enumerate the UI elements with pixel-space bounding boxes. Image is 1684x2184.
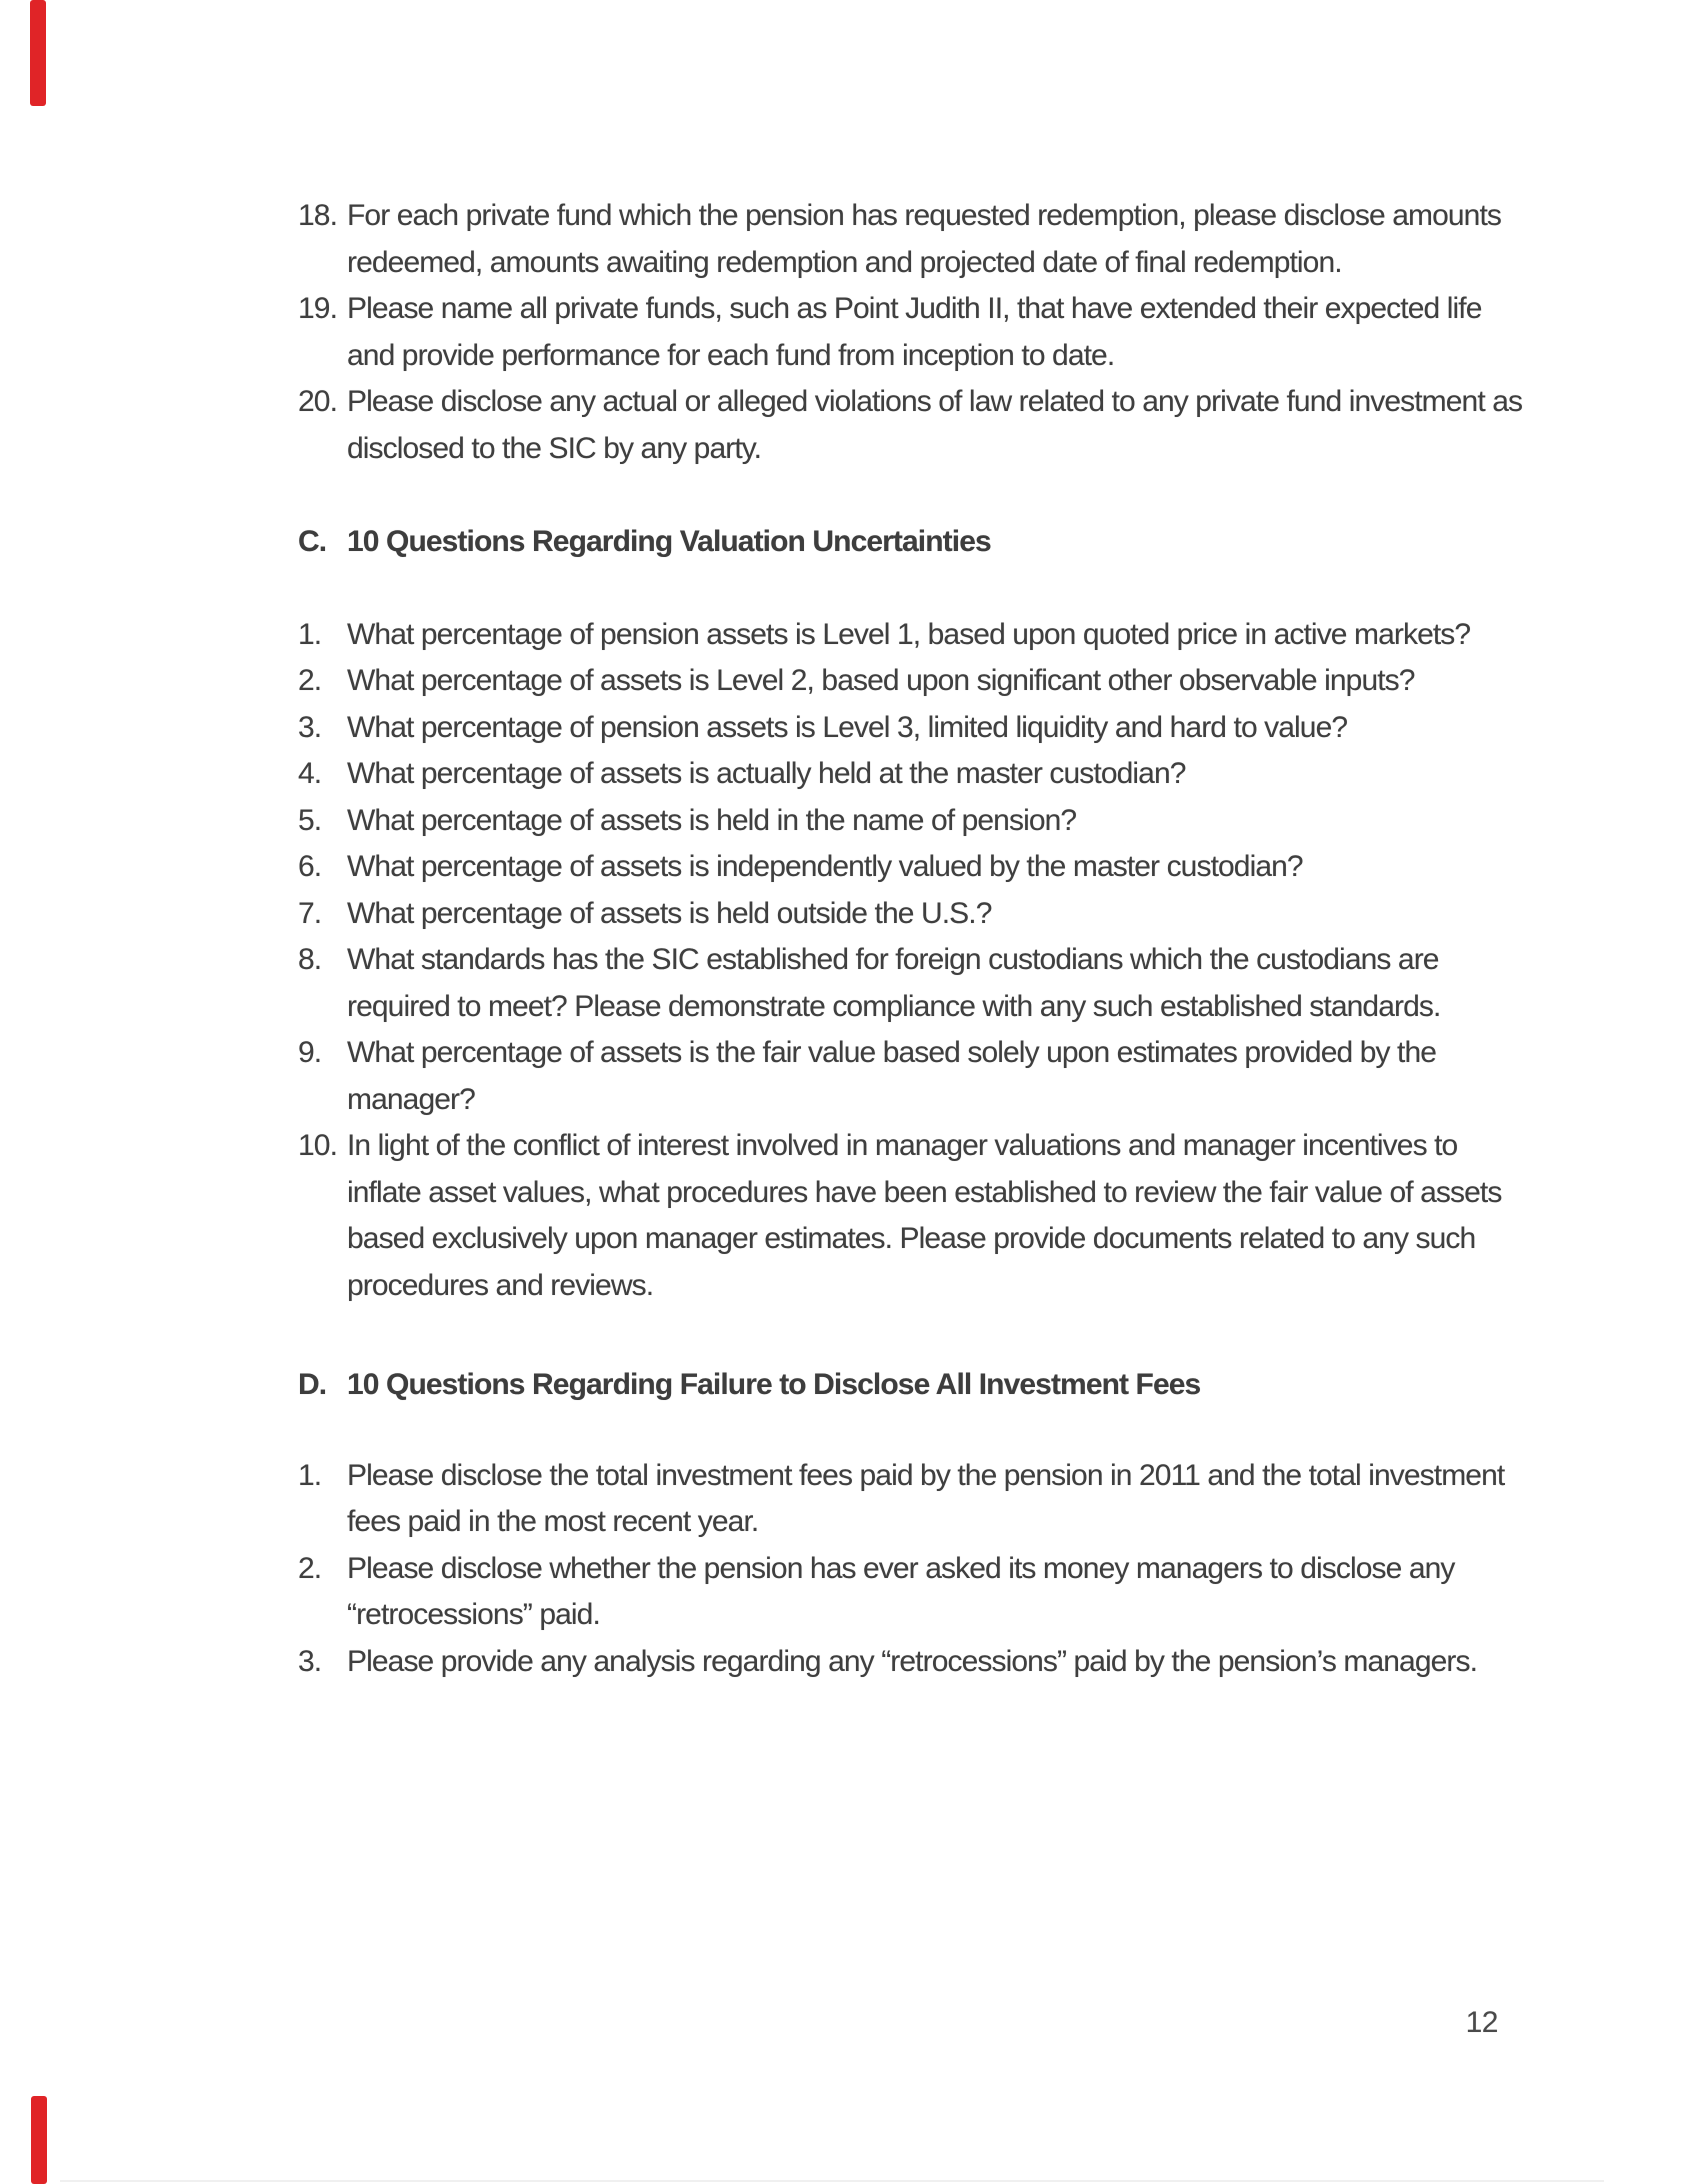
item-number: 1. xyxy=(298,617,322,651)
section-c-heading xyxy=(298,519,1530,566)
fees-questions-list xyxy=(298,1453,1530,1686)
item-text: What percentage of pension assets is Level 3, limited liquidity and hard to value? xyxy=(347,710,1348,744)
item-number: 1. xyxy=(298,1458,322,1492)
section-c-letter: C. xyxy=(298,525,327,558)
valuation-questions-list xyxy=(298,612,1530,1310)
page-number: 12 xyxy=(1465,2006,1498,2039)
item-number: 18. xyxy=(298,199,338,232)
list-item xyxy=(298,705,1530,752)
item-text: Please disclose the total investment fees paid by the pension in 2011 and the total investment fees paid in the most recent year. xyxy=(347,1458,1505,1538)
section-d-letter: D. xyxy=(298,1368,327,1401)
item-text: What percentage of pension assets is Level 1, based upon quoted price in active markets? xyxy=(347,617,1471,651)
list-item xyxy=(298,193,1530,286)
list-item xyxy=(298,1453,1530,1546)
list-item xyxy=(298,891,1530,938)
item-number: 4. xyxy=(298,757,322,790)
item-number: 2. xyxy=(298,1551,322,1585)
section-c-title: 10 Questions Regarding Valuation Uncertainties xyxy=(347,525,991,558)
item-text: Please disclose whether the pension has ever asked its money managers to disclose any “retrocessions” paid. xyxy=(347,1551,1455,1631)
list-item xyxy=(298,844,1530,891)
item-text: What percentage of assets is actually held at the master custodian? xyxy=(347,757,1186,790)
item-number: 6. xyxy=(298,850,322,883)
item-number: 3. xyxy=(298,1644,322,1678)
list-item xyxy=(298,658,1530,705)
item-text: What percentage of assets is held in the name of pension? xyxy=(347,803,1077,837)
item-text: Please disclose any actual or alleged violations of law related to any private fund investment as disclosed to the SIC by any party. xyxy=(347,385,1523,465)
list-item xyxy=(298,612,1530,659)
item-text: Please name all private funds, such as Point Judith II, that have extended their expected life and provide performance for each fund from inception to date. xyxy=(347,292,1482,372)
item-number: 19. xyxy=(298,292,338,325)
section-d-heading xyxy=(298,1362,1530,1409)
item-number: 10. xyxy=(298,1129,338,1162)
list-item xyxy=(298,1546,1530,1639)
item-text: What percentage of assets is independently valued by the master custodian? xyxy=(347,850,1303,883)
item-number: 7. xyxy=(298,896,322,930)
list-item xyxy=(298,1123,1530,1309)
item-number: 9. xyxy=(298,1036,322,1069)
list-item xyxy=(298,798,1530,845)
scan-edge-shadow xyxy=(60,2180,1604,2182)
item-number: 3. xyxy=(298,710,322,744)
item-number: 2. xyxy=(298,664,322,697)
item-text: In light of the conflict of interest involved in manager valuations and manager incentives to inflate asset values, what procedures have been established to review the fair value of assets based exclusively upon manager estimates. Please provide documents related to any such procedures and reviews. xyxy=(347,1129,1502,1302)
item-number: 20. xyxy=(298,385,338,418)
item-text: Please provide any analysis regarding any “retrocessions” paid by the pension’s managers. xyxy=(347,1644,1478,1678)
document-content xyxy=(298,193,1530,1685)
list-item xyxy=(298,751,1530,798)
item-text: For each private fund which the pension has requested redemption, please disclose amounts redeemed, amounts awaiting redemption and projected date of final redemption. xyxy=(347,199,1501,279)
list-item xyxy=(298,1639,1530,1686)
list-item xyxy=(298,1030,1530,1123)
item-text: What percentage of assets is Level 2, based upon significant other observable inputs? xyxy=(347,664,1415,697)
private-fund-questions-list xyxy=(298,193,1530,472)
red-scan-mark-top xyxy=(30,0,46,106)
red-scan-mark-bottom xyxy=(31,2096,47,2184)
item-number: 8. xyxy=(298,943,322,976)
list-item xyxy=(298,286,1530,379)
item-text: What percentage of assets is the fair value based solely upon estimates provided by the manager? xyxy=(347,1036,1437,1116)
list-item xyxy=(298,937,1530,1030)
item-number: 5. xyxy=(298,803,322,837)
item-text: What percentage of assets is held outside the U.S.? xyxy=(347,896,992,930)
list-item xyxy=(298,379,1530,472)
item-text: What standards has the SIC established for foreign custodians which the custodians are required to meet? Please demonstrate compliance with any such established standards. xyxy=(347,943,1441,1023)
section-d-title: 10 Questions Regarding Failure to Disclose All Investment Fees xyxy=(347,1368,1201,1401)
